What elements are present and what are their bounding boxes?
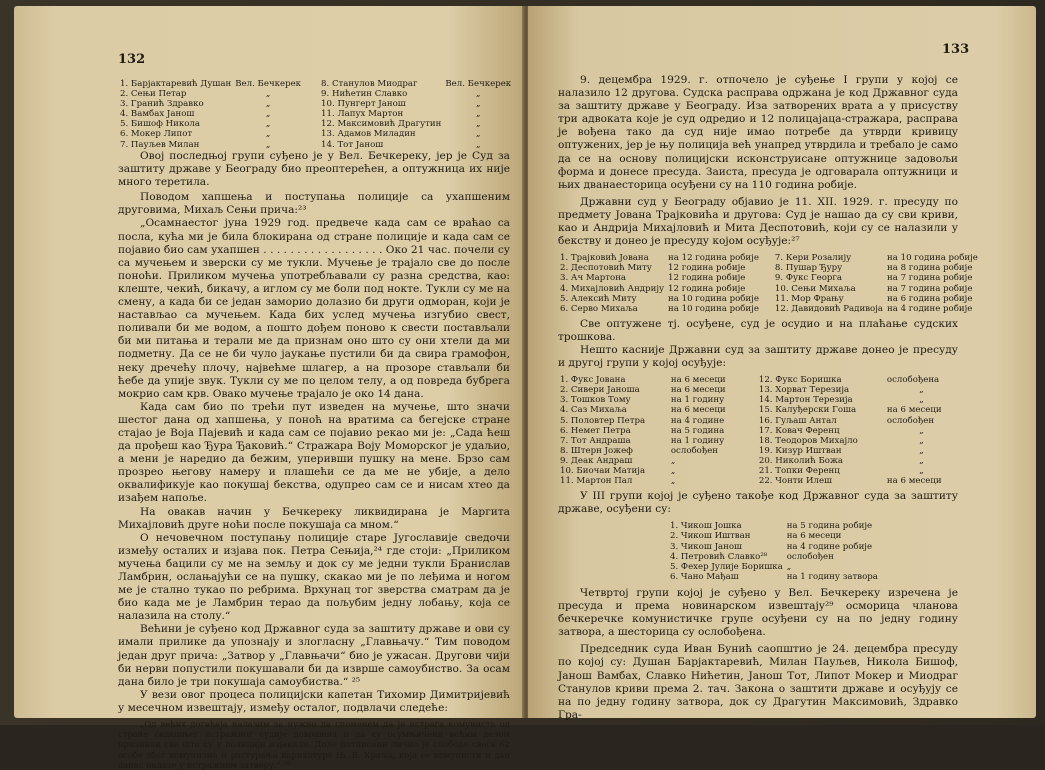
defendant-place: „ bbox=[476, 89, 481, 100]
paragraph: Када сам био по трећи пут изведен на мучење, што значи шестог дана од хапшења, у поноћ на вратима са бегејске стране стајао је Воја Пајевић и када сам се појавио рекао ми је: „Сада ћеш да прођеш као Ђура Ђаковић.“ Стражара Воју Моморског је удаљио, а мени је наредио да бежим, уперивши пушку на мене. Брзо сам прозрео његову намеру и плашећи се да ме не убије, а дело оквалификује као покушај бекства, одупрео сам се и нисам хтео да изађем напоље. bbox=[118, 400, 510, 505]
defendant-place: „ bbox=[265, 129, 271, 140]
list-row bbox=[118, 99, 513, 109]
defendant-name: 9. Нићетин Славко bbox=[321, 89, 408, 100]
convict-name: 21. Топки Ференц bbox=[758, 466, 840, 476]
defendant-name: 13. Адамов Миладин bbox=[321, 129, 416, 140]
table-row bbox=[668, 572, 892, 582]
defendant-place: „ bbox=[476, 109, 481, 120]
paragraph: „Осамнаестог јуна 1929 год. предвече када сам се враћао са посла, кућа ми је била блокирана од стране полиције и када сам се појавио био сам ухапшен . . . . . . . . . . . . . . . . . . Око 21 час. почели су са мучењем и зверски су ме тукли. Мучење је трајало све до после поноћи. Приликом мучења употребљавали су разна средства, као: клеште, чекић, бикачу, а иглом су ме боли под нокте. Тукли су ме на смену, а када би се један заморио долазио би други одморан, који је настављао са мучењем. Када бих услед мучења изгубио свест, поливали би ме водом, а пошто дођем поново к свести постављали би ми питања и терали ме да признам оно што су они хтели да ми подметну. Да се не би чуло јаукање пустили би да свира грамофон, неку дречећу плочу, највећме шлагер, а на прозоре стављали би ћебе да упије звук. Тукли су ме по целом телу, а од повреда бубрега мокрио сам крв. Овако мучење трајало је око 14 дана. bbox=[118, 217, 510, 400]
convict-name: 11. Мор Фрању bbox=[774, 293, 844, 304]
sentence-value: „ bbox=[919, 455, 924, 466]
table-row bbox=[558, 304, 980, 314]
convict-name: 12. Фукс Боришка bbox=[758, 375, 842, 386]
sentence-value: на 4 године bbox=[670, 415, 725, 426]
defendant-name: 4. Вамбах Јанош bbox=[120, 109, 195, 120]
convict-name: 3. Ач Мартона bbox=[560, 273, 627, 284]
paragraph: На овакав начин у Бечкереку ликвидирана је Маргита Михајловић друге ноћи после покушаја са мном.“ bbox=[118, 505, 510, 531]
defendant-name: 1. Барјактаревић Душан bbox=[120, 79, 232, 89]
convict-name: 13. Хорват Терезија bbox=[758, 385, 850, 396]
convict-name: 6. Чано Мађаш bbox=[670, 571, 739, 582]
convict-name: 4. Саз Михаља bbox=[560, 405, 627, 416]
sentence-value: на 12 година робије bbox=[668, 253, 759, 264]
defendant-place: „ bbox=[476, 129, 481, 140]
paragraph: Нешто касније Државни суд за заштиту државе донео је пресуду и другој групи у којој осуђује: bbox=[558, 343, 958, 370]
sentence-value: на 1 годину bbox=[670, 395, 725, 406]
defendant-place: „ bbox=[265, 109, 271, 120]
convict-name: 9. Фукс Георга bbox=[774, 273, 843, 284]
sentence-value: на 7 година робије bbox=[887, 283, 973, 294]
convict-name: 9. Деак Андраш bbox=[560, 455, 633, 466]
list-row bbox=[118, 79, 513, 89]
paragraph: Председник суда Иван Бунић саопштио је 24. децембра пресуду по којој су: Душан Барјактаревић, Милан Пауљев, Никола Бишоф, Јанош Вамбах, Славко Нићетин, Јанош Тот, Липот Мокер и Миодраг Станулов криви према 2. тач. Закона о заштити државе и осуђују се на по једну годину затвора, док су Драгутин Максимовић, Здравко Гра- bbox=[558, 643, 958, 721]
table-row bbox=[558, 476, 958, 486]
sentence-value: 12 година робије bbox=[668, 283, 746, 294]
sentence-table-3 bbox=[668, 521, 892, 582]
defendant-name: 10. Пунгерт Јанош bbox=[321, 99, 406, 110]
defendant-place: „ bbox=[265, 119, 271, 130]
defendants-list-left bbox=[118, 79, 513, 150]
sentence-value: „ bbox=[670, 466, 676, 476]
sentence-value: на 6 месеци bbox=[670, 405, 726, 416]
defendant-place: Вел. Бечкерек bbox=[235, 79, 302, 89]
paragraph: Све оптужене тј. осуђене, суд је осудио и на плаћање судских трошкова. bbox=[558, 317, 958, 343]
convict-name: 10. Сењи Михаља bbox=[774, 283, 856, 294]
page-number-right: 133 bbox=[942, 42, 970, 57]
list-row bbox=[118, 109, 513, 119]
table-row bbox=[668, 562, 892, 572]
sentence-value: „ bbox=[919, 395, 924, 406]
table-row bbox=[558, 436, 958, 446]
defendant-place: „ bbox=[265, 89, 271, 100]
convict-name: 5. Алексић Миту bbox=[560, 293, 637, 304]
defendant-name: 14. Тот Јанош bbox=[321, 139, 384, 150]
defendant-name: 3. Гранић Здравко bbox=[120, 99, 204, 110]
table-row bbox=[558, 416, 958, 426]
convict-name: 3. Тошков Тому bbox=[560, 395, 631, 406]
convict-name: 2. Деспотовић Миту bbox=[560, 263, 652, 274]
defendant-name: 7. Пауљев Милан bbox=[120, 139, 200, 150]
table-row bbox=[668, 531, 892, 541]
convict-name: 17. Ковач Ференц bbox=[758, 425, 840, 436]
convict-name: 10. Биочаи Матија bbox=[560, 466, 646, 476]
sentence-value: ослобођен bbox=[786, 551, 834, 562]
sentence-value: на 6 месеци bbox=[670, 375, 726, 386]
table-row bbox=[558, 395, 958, 405]
convict-name: 22. Чонти Илеш bbox=[758, 476, 833, 487]
table-row bbox=[558, 385, 958, 395]
convict-name: 1. Трајковић Јована bbox=[560, 253, 649, 264]
table-row bbox=[558, 263, 980, 273]
table-row bbox=[558, 426, 958, 436]
sentence-value: 12 година робије bbox=[668, 273, 746, 284]
sentence-value: на 10 година робије bbox=[668, 303, 759, 314]
defendant-name: 6. Мокер Липот bbox=[120, 129, 193, 140]
left-text-body bbox=[118, 150, 510, 770]
convict-name: 8. Штерн Јожеф bbox=[560, 445, 633, 456]
convict-name: 5. Фехер Јулије Боришка bbox=[670, 561, 783, 572]
page-number-left: 132 bbox=[118, 52, 146, 67]
convict-name: 20. Николић Божа bbox=[758, 455, 843, 466]
convict-name: 19. Кизур Иштван bbox=[758, 445, 842, 456]
sentence-table-2 bbox=[558, 375, 958, 486]
sentence-value: „ bbox=[919, 435, 924, 446]
defendant-place: „ bbox=[265, 99, 271, 110]
convict-name: 14. Мартон Терезија bbox=[758, 395, 853, 406]
paragraph: Већини је суђено код Државног суда за заштиту државе и ови су имали прилике да упознају и злогласну „Главњачу.“ Тим поводом један друг прича: „Затвор у „Главњачи“ био је ужасан. Другови чији би нерви попустили покушавали би да изврше самоубиство. За осам дана било је три покушаја самоубиства.“ ²⁵ bbox=[118, 623, 510, 688]
sentence-value: „ bbox=[786, 561, 792, 572]
list-row bbox=[118, 119, 513, 129]
convict-name: 7. Тот Андраша bbox=[560, 435, 631, 446]
sentence-value: на 6 месеци bbox=[670, 385, 726, 396]
sentence-value: на 7 година робије bbox=[887, 273, 973, 284]
convict-name: 1. Чикош Јошка bbox=[670, 521, 742, 532]
sentence-value: на 1 годину затвора bbox=[786, 571, 878, 582]
table-row bbox=[558, 273, 980, 283]
table-row bbox=[558, 405, 958, 415]
table-row bbox=[558, 294, 980, 304]
paragraph: Овој последњој групи суђено је у Вел. Бечкереку, јер је Суд за заштиту државе у Београду био преоптерећен, а оптужница их није много теретила. bbox=[118, 150, 510, 189]
defendant-place: „ bbox=[476, 99, 481, 110]
sentence-value: „ bbox=[919, 466, 924, 476]
sentence-value: ослобођен bbox=[886, 415, 935, 426]
convict-name: 4. Михајловић Андрију bbox=[560, 283, 665, 294]
convict-name: 6. Немет Петра bbox=[560, 425, 631, 436]
defendant-place: „ bbox=[476, 139, 481, 150]
paragraph: 9. децембра 1929. г. отпочело је суђење I групи у којој се налазило 12 другова. Судска расправа одржана је код Државног суда за заштиту државе у Београду. Иза затворених врата а у присуству три адвоката које је суд одредио и 12 полицајаца-стражара, расправа је вођена тако да суд није имао потребе да утврди кривицу оптужених, јер је њу полиција већ унапред утврдила и требало је само да се на основу полицијски исконструисане оптужнице задовољи форма и донесе пресуда. Заиста, пресуда је одговарала оптужници и њих дванаесторица осуђени су на 110 година робије. bbox=[558, 74, 958, 191]
sentence-value: на 8 година робије bbox=[887, 263, 973, 274]
table-row bbox=[558, 375, 958, 385]
sentence-value: на 6 месеци bbox=[886, 405, 942, 416]
sentence-value: на 4 године робије bbox=[887, 303, 973, 314]
convict-name: 4. Петровић Славко²⁸ bbox=[670, 551, 768, 562]
sentence-value: на 4 године робије bbox=[786, 541, 873, 552]
convict-name: 7. Кери Розалију bbox=[774, 253, 852, 264]
defendant-name: 2. Сењи Петар bbox=[120, 89, 187, 100]
sentence-value: „ bbox=[919, 445, 924, 456]
sentence-table-1 bbox=[558, 253, 980, 314]
table-row bbox=[668, 542, 892, 552]
convict-name: 3. Чикош Јанош bbox=[670, 541, 743, 552]
convict-name: 11. Мартон Пал bbox=[560, 476, 633, 487]
sentence-value: на 5 година робије bbox=[786, 521, 873, 532]
paragraph: У III групи којој је суђено такође код Државног суда за заштиту државе, осуђени су: bbox=[558, 490, 958, 516]
list-row bbox=[118, 140, 513, 150]
sentence-value: ослобођен bbox=[670, 445, 719, 456]
paragraph: Поводом хапшења и поступања полиције са ухапшеним друговима, Михаљ Сењи прича:²³ bbox=[118, 191, 510, 217]
sentence-value: на 6 месеци bbox=[886, 476, 942, 487]
sentence-value: на 6 година робије bbox=[887, 293, 973, 304]
right-page bbox=[528, 6, 1036, 721]
sentence-value: 12 година робије bbox=[668, 263, 746, 274]
list-row bbox=[118, 89, 513, 99]
list-row bbox=[118, 129, 513, 139]
left-page bbox=[14, 6, 524, 770]
table-row bbox=[668, 521, 892, 531]
table-row bbox=[668, 552, 892, 562]
sentence-value: на 10 година робије bbox=[668, 293, 759, 304]
convict-name: 15. Калуђерски Гоша bbox=[758, 405, 857, 416]
sentence-value: на 1 годину bbox=[670, 435, 725, 446]
sentence-value: „ bbox=[670, 476, 676, 487]
convict-name: 1. Фукс Јована bbox=[560, 375, 626, 386]
sentence-value: ослобођена bbox=[886, 375, 940, 386]
paragraph: Државни суд у Београду објавио је 11. XII. 1929. г. пресуду по предмету Јована Трајковића и другова: Суд је нашао да су сви криви, као и Андрија Михајловић и Мита Деспотовић, који су се налазили у бекству и донео је пресуду којом осуђује:²⁷ bbox=[558, 195, 958, 248]
convict-name: 12. Давидовић Радивоја bbox=[774, 303, 884, 314]
defendant-place: „ bbox=[265, 139, 271, 150]
table-row bbox=[558, 253, 980, 263]
table-row bbox=[558, 456, 958, 466]
defendant-name: 11. Лапух Мартон bbox=[321, 109, 404, 120]
paragraph: О нечовечном поступању полиције старе Југославије сведочи између осталих и изјава пок. Петра Сењија,²⁴ где стоји: „Приликом мучења бацили су ме на земљу и док су ме једни тукли Бранислав Ламбрин, ослањајући се на пушку, скакао ми је по леђима и ногом ме је стално тукао по ребрима. Врхунац тог зверства сматрам да је био када ме је Ламбрин терао да пољубим једну лобању, која се налазила на столу.“ bbox=[118, 531, 510, 623]
sentence-value: „ bbox=[919, 425, 924, 436]
sentence-value: на 6 месеци bbox=[786, 531, 842, 542]
sentence-value: „ bbox=[670, 455, 676, 466]
convict-name: 5. Половтер Петра bbox=[560, 415, 646, 426]
table-row bbox=[558, 284, 980, 294]
defendant-place: Вел. Бечкерек bbox=[445, 79, 512, 89]
defendant-name: 12. Максимовић Драгутин bbox=[321, 119, 442, 130]
table-row bbox=[558, 466, 958, 476]
footnote-quote: „Од већих догађаја налазим за нужно да споменем да је истрага комуниста од стране садашњег истражног судије довршена и да су осумњичени већим делом признали све што су у полицији изјавили. Доле потписани лично је слободе свега 62 особе због комунизма и растурања карикатуре Њ. В. Краља, која се комунисти и дан данас налазе у истражном затвору.“ ²⁶ bbox=[118, 719, 510, 770]
defendant-place: „ bbox=[476, 119, 481, 130]
defendant-name: 8. Станулов Миодраг bbox=[321, 79, 418, 89]
convict-name: 18. Теодоров Михајло bbox=[758, 435, 858, 446]
convict-name: 16. Гуљаш Антал bbox=[758, 415, 837, 426]
sentence-value: на 10 година робије bbox=[887, 253, 978, 264]
sentence-value: „ bbox=[919, 385, 924, 396]
right-text-body bbox=[558, 74, 978, 722]
convict-name: 6. Серво Михаља bbox=[560, 303, 638, 314]
convict-name: 2. Чикош Иштван bbox=[670, 531, 751, 542]
defendant-name: 5. Бишоф Никола bbox=[120, 119, 200, 130]
table-row bbox=[558, 446, 958, 456]
convict-name: 8. Пушар Ђуру bbox=[774, 263, 843, 274]
convict-name: 2. Сивери Јаноша bbox=[560, 385, 640, 396]
sentence-value: на 5 година bbox=[670, 425, 725, 436]
paragraph: Четвртој групи којој је суђено у Вел. Бечкереку изречена је пресуда и према новинарском извештају²⁹ осморица чланова бечкеречке комунистичке групе осуђени су на по једну годину затвора, а шесторица су ослобођена. bbox=[558, 586, 958, 639]
paragraph: У вези овог процеса полицијски капетан Тихомир Димитријевић у месечном извештају, између осталог, подвлачи следеће: bbox=[118, 688, 510, 714]
